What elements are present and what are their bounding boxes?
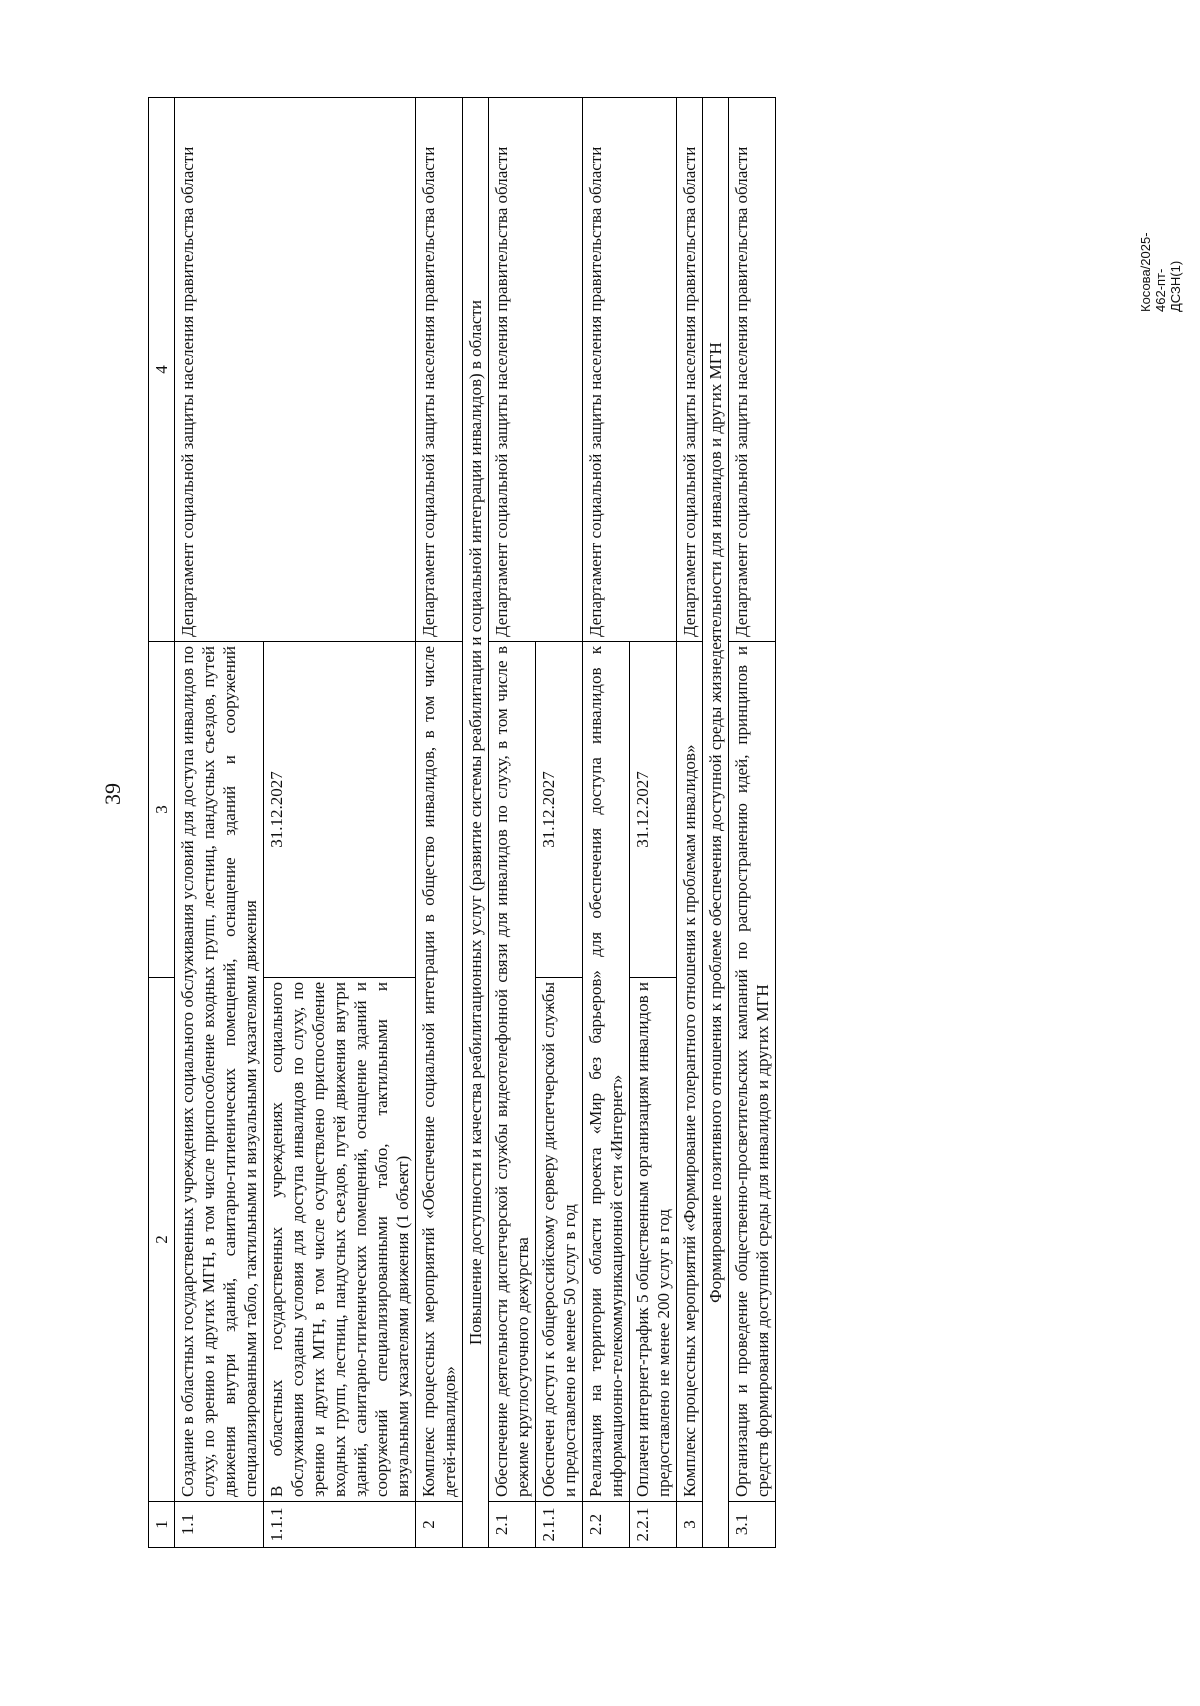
row-number: 2.1 [489, 1502, 536, 1548]
rotated-table-container [148, 98, 1058, 1548]
row-number: 2.1.1 [536, 1502, 583, 1548]
section-heading: Формирование позитивного отношения к проблеме обеспечения доступной среды жизнедеятельности для инвалидов и других МГН [703, 98, 729, 1548]
table-section-row [703, 98, 729, 1548]
header-col-3: 3 [149, 642, 175, 978]
row-number: 1.1 [175, 1502, 264, 1548]
row-date: 31.12.2027 [264, 642, 416, 978]
row-responsible: Департамент социальной защиты населения правительства области [583, 98, 677, 642]
measures-table [148, 97, 776, 1548]
row-text: Реализация на территории области проекта «Мир без барьеров» для обеспечения доступа инвалидов к информационно-телекоммуникационной сети «Интернет» [583, 642, 630, 1502]
row-text: Создание в областных государственных учреждениях социального обслуживания условий для доступа инвалидов по слуху, по зрению и других МГН, в том числе приспособление входных групп, лестниц, пандусных съездов, путей движения внутри зданий, санитарно-гигиенических помещений, оснащение зданий и сооружений специализированными табло, тактильными и визуальными указателями движения [175, 642, 264, 1502]
page-number: 39 [100, 783, 125, 805]
row-number: 1.1.1 [264, 1502, 416, 1548]
table-header-row [149, 98, 175, 1548]
row-text: Комплекс процессных мероприятий «Формирование толерантного отношения к проблемам инвалидов» [677, 642, 703, 1502]
row-responsible: Департамент социальной защиты населения правительства области [677, 98, 703, 642]
row-date: 31.12.2027 [630, 642, 677, 978]
row-responsible: Департамент социальной защиты населения правительства области [729, 98, 776, 642]
row-number: 3.1 [729, 1502, 776, 1548]
row-text: Комплекс процессных мероприятий «Обеспечение социальной интеграции в общество инвалидов, в том числе детей-инвалидов» [416, 642, 463, 1502]
header-col-2: 2 [149, 978, 175, 1502]
table-row [729, 98, 776, 1548]
row-responsible: Департамент социальной защиты населения правительства области [416, 98, 463, 642]
row-number: 3 [677, 1502, 703, 1548]
section-heading: Повышение доступности и качества реабилитационных услуг (развитие системы реабилитации и социальной интеграции инвалидов) в области [463, 98, 489, 1548]
row-text: Организация и проведение общественно-просветительских кампаний по распространению идей, принципов и средств формирования доступной среды для инвалидов и других МГН [729, 642, 776, 1502]
table-row [677, 98, 703, 1548]
header-col-1: 1 [149, 1502, 175, 1548]
row-responsible: Департамент социальной защиты населения правительства области [489, 98, 583, 642]
row-number: 2.2.1 [630, 1502, 677, 1548]
table-row [175, 98, 264, 1548]
table-row [416, 98, 463, 1548]
row-responsible: Департамент социальной защиты населения правительства области [175, 98, 416, 642]
row-text: Обеспечение деятельности диспетчерской службы видеотелефонной связи для инвалидов по слуху, в том числе в режиме круглосуточного дежурства [489, 642, 536, 1502]
table-section-row [463, 98, 489, 1548]
row-text: В областных государственных учреждениях социального обслуживания созданы условия для доступа инвалидов по слуху, по зрению и других МГН, в том числе осуществлено приспособление входных групп, лестниц, пандусных съездов, путей движения внутри зданий, санитарно-гигиенических помещений, оснащение зданий и сооружений специализированными табло, тактильными и визуальными указателями движения (1 объект) [264, 978, 416, 1502]
row-number: 2.2 [583, 1502, 630, 1548]
table-row [583, 98, 630, 1548]
row-text: Обеспечен доступ к общероссийскому серверу диспетчерской службы и предоставлено не менее 50 услуг в год [536, 978, 583, 1502]
header-col-4: 4 [149, 98, 175, 642]
document-footer-code: Косова/2025-462-пт-ДСЗН(1) [1138, 232, 1183, 312]
row-number: 2 [416, 1502, 463, 1548]
row-date: 31.12.2027 [536, 642, 583, 978]
table-row [489, 98, 536, 1548]
row-text: Оплачен интернет-трафик 5 общественным организациям инвалидов и предоставлено не менее 200 услуг в год [630, 978, 677, 1502]
